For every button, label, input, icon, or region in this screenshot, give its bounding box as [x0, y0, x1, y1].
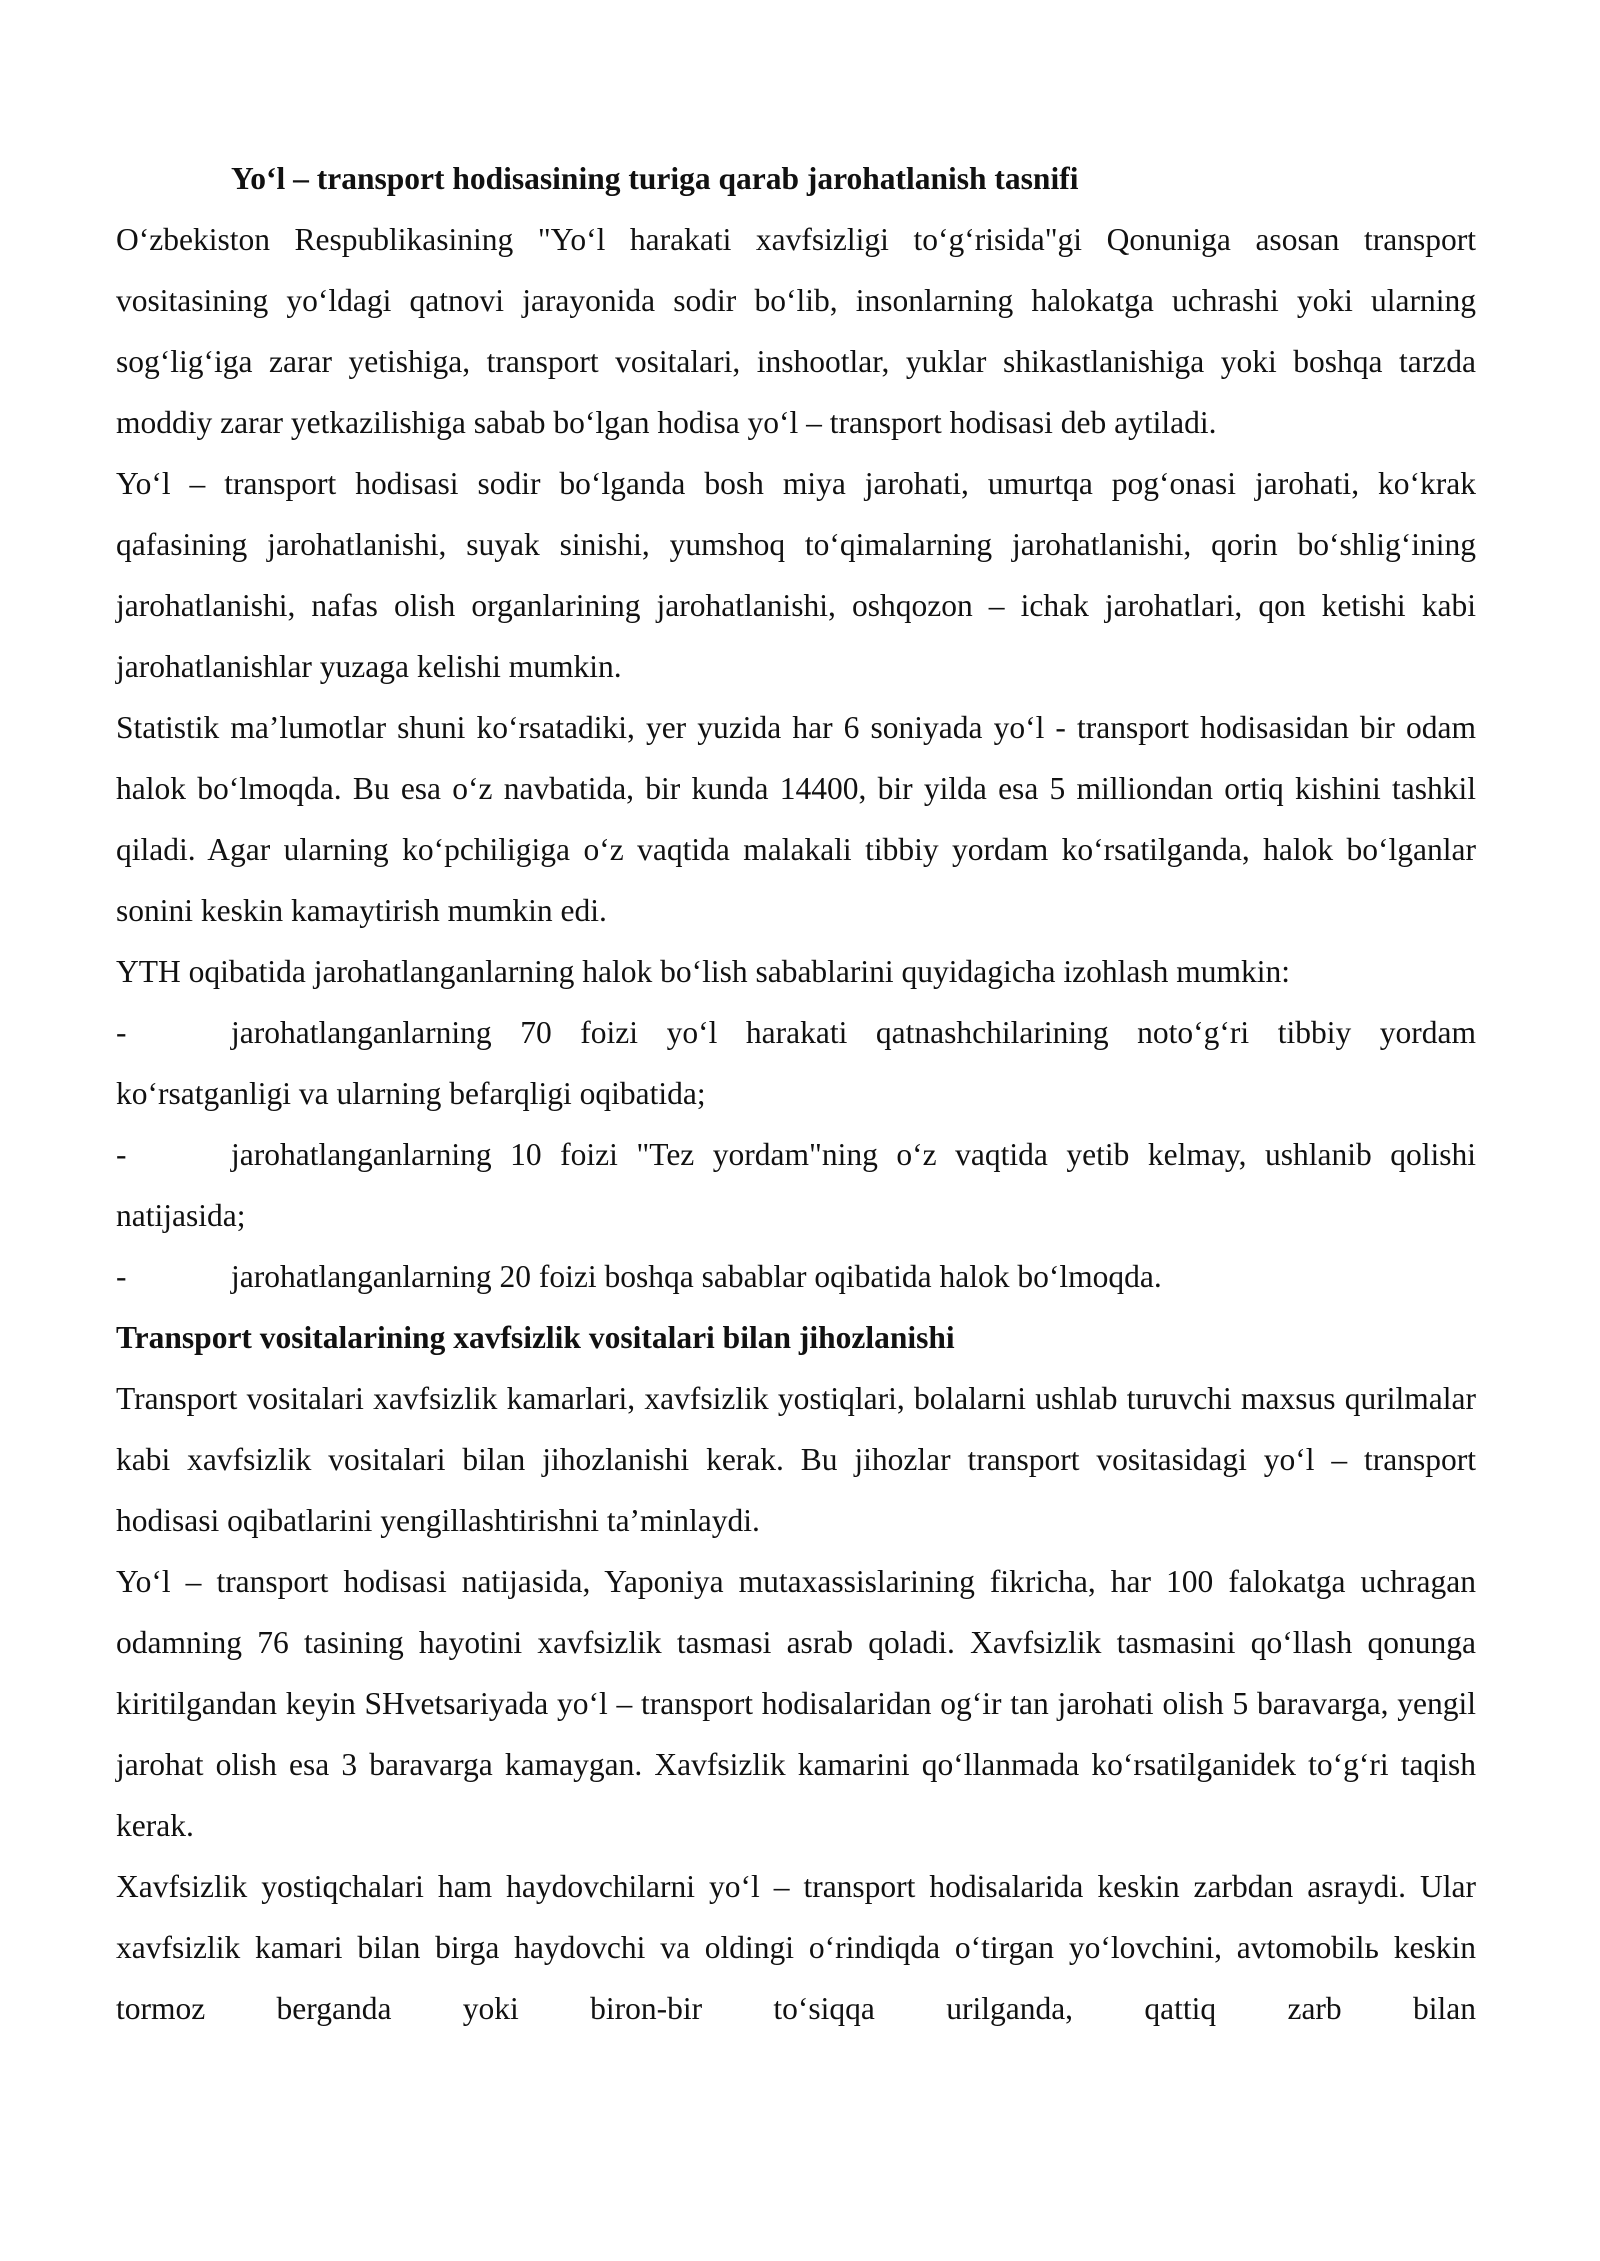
section-heading-injury-classification: Yo‘l – transport hodisasining turiga qarab jarohatlanish tasnifi: [231, 161, 1079, 196]
paragraph-seatbelt-statistics: Yo‘l – transport hodisasi natijasida, Yaponiya mutaxassislarining fikricha, har 100 falokatga uchragan odamning 76 tasining hayotini xavfsizlik tasmasi asrab qoladi. Xavfsizlik tasmasini qo‘llash qonunga kiritilgandan keyin SHvetsariyada yo‘l – transport hodisalaridan og‘ir tan jarohati olish 5 baravarga, yengil jarohat olish esa 3 baravarga kamaygan. Xavfsizlik kamarini qo‘llanmada ko‘rsatilganidek to‘g‘ri taqish kerak.: [116, 1564, 1476, 1843]
list-item-cause-3: [116, 1246, 1476, 1307]
list-dash: -: [116, 1015, 127, 1050]
list-item-cause-1: [116, 1002, 1476, 1124]
list-item-cause-2: [116, 1124, 1476, 1246]
list-item-text: jarohatlanganlarning 20 foizi boshqa sabablar oqibatida halok bo‘lmoqda.: [231, 1259, 1162, 1294]
paragraph-statistics: Statistik ma’lumotlar shuni ko‘rsatadiki, yer yuzida har 6 soniyada yo‘l - transport hodisasidan bir odam halok bo‘lmoqda. Bu esa o‘z navbatida, bir kunda 14400, bir yilda esa 5 milliondan ortiq kishini tashkil qiladi. Agar ularning ko‘pchiligiga o‘z vaqtida malakali tibbiy yordam ko‘rsatilganda, halok bo‘lganlar sonini keskin kamaytirish mumkin edi.: [116, 710, 1476, 928]
list-dash: -: [116, 1137, 127, 1172]
list-item-text: jarohatlanganlarning 10 foizi "Tez yordam"ning o‘z vaqtida yetib kelmay, ushlanib qolishi natijasida;: [116, 1137, 1476, 1233]
paragraph-airbags: Xavfsizlik yostiqchalari ham haydovchilarni yo‘l – transport hodisalarida keskin zarbdan asraydi. Ular xavfsizlik kamari bilan birga haydovchi va oldingi o‘rindiqda o‘tirgan yo‘lovchini, avtomobilь keskin tormoz berganda yoki biron-bir to‘siqqa urilganda, qattiq zarb bilan: [116, 1869, 1476, 2026]
section-heading-safety-equipment: Transport vositalarining xavfsizlik vositalari bilan jihozlanishi: [116, 1320, 955, 1355]
paragraph-safety-equipment: Transport vositalari xavfsizlik kamarlari, xavfsizlik yostiqlari, bolalarni ushlab turuvchi maxsus qurilmalar kabi xavfsizlik vositalari bilan jihozlanishi kerak. Bu jihozlar transport vositasidagi yo‘l – transport hodisasi oqibatlarini yengillashtirishni ta’minlaydi.: [116, 1381, 1476, 1538]
document-page: [116, 148, 1476, 2039]
list-dash: -: [116, 1259, 127, 1294]
paragraph-injury-types: Yo‘l – transport hodisasi sodir bo‘lganda bosh miya jarohati, umurtqa pog‘onasi jarohati, ko‘krak qafasining jarohatlanishi, suyak sinishi, yumshoq to‘qimalarning jarohatlanishi, qorin bo‘shlig‘ining jarohatlanishi, nafas olish organlarining jarohatlanishi, oshqozon – ichak jarohatlari, qon ketishi kabi jarohatlanishlar yuzaga kelishi mumkin.: [116, 466, 1476, 684]
paragraph-causes-intro: YTH oqibatida jarohatlanganlarning halok bo‘lish sabablarini quyidagicha izohlash mumkin:: [116, 954, 1290, 989]
list-item-text: jarohatlanganlarning 70 foizi yo‘l harakati qatnashchilarining noto‘g‘ri tibbiy yordam ko‘rsatganligi va ularning befarqligi oqibatida;: [116, 1015, 1476, 1111]
paragraph-definition: O‘zbekiston Respublikasining "Yo‘l harakati xavfsizligi to‘g‘risida"gi Qonuniga asosan transport vositasining yo‘ldagi qatnovi jarayonida sodir bo‘lib, insonlarning halokatga uchrashi yoki ularning sog‘lig‘iga zarar yetishiga, transport vositalari, inshootlar, yuklar shikastlanishiga yoki boshqa tarzda moddiy zarar yetkazilishiga sabab bo‘lgan hodisa yo‘l – transport hodisasi deb aytiladi.: [116, 222, 1476, 440]
